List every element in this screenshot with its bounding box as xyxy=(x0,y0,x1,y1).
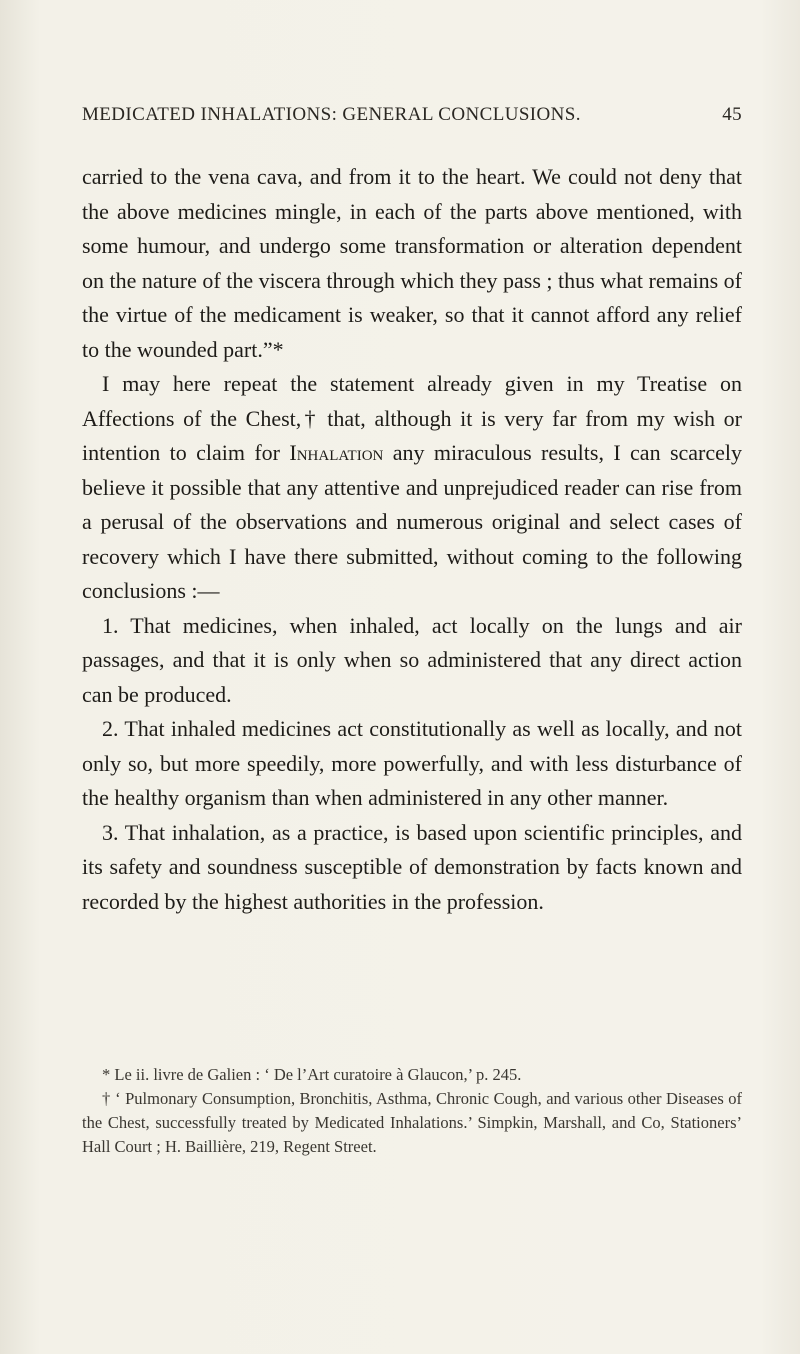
conclusion-3: 3. That inhalation, as a practice, is based upon scientific principles, and its safety and soundness susceptible of demonstration by facts known and recorded by the highest authorities in the profession. xyxy=(82,819,742,914)
paragraph-continuation: carried to the vena cava, and from it to the heart. We could not deny that the above medicines mingle, in each of the parts above mentioned, with some humour, and undergo some transformation or alteration dependent on the nature of the viscera through which they pass ; thus what remains of the virtue of the medicament is weaker, so that it cannot afford any relief to the wounded part.”* xyxy=(82,164,742,362)
page-number: 45 xyxy=(722,104,742,125)
footnote-treatise: † ‘ Pulmonary Consumption, Bronchitis, Asthma, Chronic Cough, and various other Diseases of the Chest, successfully treated by Medicated Inhalations.’ Simpkin, Marshall, and Co, Stationers’ Hall Court ; H. Baillière, 219, Regent Street. xyxy=(82,1089,742,1156)
paragraph-treatise-part2: any miraculous results, I can scarcely believe it possible that any attentive and unprejudiced reader can rise from a perusal of the observations and numerous original and select cases of recovery which I have there submitted, without coming to the following conclusions :— xyxy=(82,440,743,603)
running-header xyxy=(82,104,742,126)
inhalation-small-caps: Inhalation xyxy=(289,440,384,465)
conclusion-1: 1. That medicines, when inhaled, act locally on the lungs and air passages, and that it is only when so administered that any direct action can be produced. xyxy=(82,612,742,707)
running-title: MEDICATED INHALATIONS: GENERAL CONCLUSIONS. xyxy=(82,104,581,125)
conclusion-2: 2. That inhaled medicines act constitutionally as well as locally, and not only so, but more speedily, more powerfully, and with less disturbance of the healthy organism than when administered in any other manner. xyxy=(82,716,742,810)
paragraph-treatise xyxy=(82,367,742,609)
paragraph-treatise-part1: I may here repeat the statement already given in my Treatise on Affections of the Chest,† that, although it is very far from my wish or intention to claim for xyxy=(82,371,742,465)
footnotes xyxy=(82,1063,742,1159)
main-text xyxy=(82,160,742,919)
footnote-galen: * Le ii. livre de Galien : ‘ De l’Art curatoire à Glaucon,’ p. 245. xyxy=(102,1065,522,1084)
